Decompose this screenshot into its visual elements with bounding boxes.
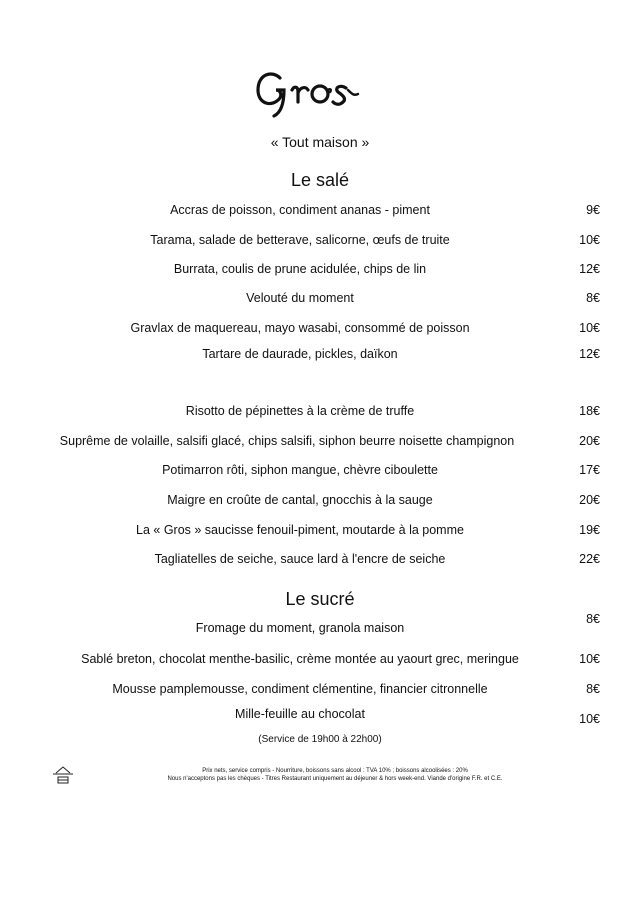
item-price: 10€: [579, 712, 600, 726]
menu-item: [40, 291, 600, 311]
item-price: 10€: [579, 652, 600, 666]
item-price: 8€: [586, 682, 600, 696]
service-hours: (Service de 19h00 à 22h00): [258, 734, 382, 745]
menu-item: [40, 493, 600, 513]
item-name: Tarama, salade de betterave, salicorne, œufs de truite: [150, 233, 450, 247]
item-price: 10€: [579, 321, 600, 335]
footnote-line: Prix nets, service compris - Nourriture, boissons sans alcool : TVA 10% ; boissons alcoolisées : 20%: [202, 768, 468, 774]
item-name: Fromage du moment, granola maison: [195, 621, 405, 635]
item-price: 12€: [579, 262, 600, 276]
item-name: Mousse pamplemousse, condiment clémentine, financier citronnelle: [112, 682, 488, 696]
menu-item: [40, 262, 600, 282]
item-name: Sablé breton, chocolat menthe-basilic, crème montée au yaourt grec, meringue: [81, 652, 519, 666]
menu-item: [40, 434, 600, 454]
item-price: 18€: [579, 404, 600, 418]
item-name: Gravlax de maquereau, mayo wasabi, consommé de poisson: [130, 321, 470, 335]
item-name: Potimarron rôti, siphon mangue, chèvre ciboulette: [162, 463, 438, 477]
item-price: 19€: [579, 523, 600, 537]
item-name: Velouté du moment: [246, 291, 354, 305]
item-name: Risotto de pépinettes à la crème de truffe: [185, 404, 415, 418]
item-name: Mille-feuille au chocolat: [235, 707, 365, 721]
item-name: Suprême de volaille, salsifi glacé, chips salsifi, siphon beurre noisette champignon: [59, 434, 515, 448]
menu-item: [40, 523, 600, 543]
menu-item: [40, 463, 600, 483]
menu-item: [40, 347, 600, 367]
brand-logo: [250, 60, 390, 120]
item-name: Maigre en croûte de cantal, gnocchis à la sauge: [167, 493, 433, 507]
section-title-sucre: Le sucré: [285, 589, 355, 609]
gros-logo-script: [250, 60, 390, 120]
item-price: 10€: [579, 233, 600, 247]
house-mark-icon: [52, 765, 74, 785]
menu-item: [40, 404, 600, 424]
item-price: 20€: [579, 434, 600, 448]
menu-item: [40, 707, 600, 727]
footnotes: [100, 767, 570, 783]
item-name: Tagliatelles de seiche, sauce lard à l'encre de seiche: [154, 552, 446, 566]
menu-item: [40, 552, 600, 572]
item-name: Tartare de daurade, pickles, daïkon: [202, 347, 398, 361]
item-name: Burrata, coulis de prune acidulée, chips de lin: [173, 262, 427, 276]
menu-item: [40, 321, 600, 341]
menu-item: [40, 612, 600, 641]
item-price: 17€: [579, 463, 600, 477]
menu-item: [40, 682, 600, 702]
item-price: 20€: [579, 493, 600, 507]
item-price: 8€: [586, 612, 600, 626]
item-price: 12€: [579, 347, 600, 361]
item-price: 8€: [586, 291, 600, 305]
section-title-sale: Le salé: [290, 170, 350, 190]
menu-item: [40, 203, 600, 223]
menu-item: [40, 233, 600, 253]
item-name: La « Gros » saucisse fenouil-piment, moutarde à la pomme: [136, 523, 464, 537]
item-price: 9€: [586, 203, 600, 217]
menu-item: [40, 652, 600, 672]
item-price: 22€: [579, 552, 600, 566]
footnote-line: Nous n'acceptons pas les chèques - Titres Restaurant uniquement au déjeuner & hors week-end. Viande d'origine F.R. et C.E.: [167, 776, 503, 782]
tagline: « Tout maison »: [270, 134, 370, 150]
item-name: Accras de poisson, condiment ananas - piment: [170, 203, 430, 217]
